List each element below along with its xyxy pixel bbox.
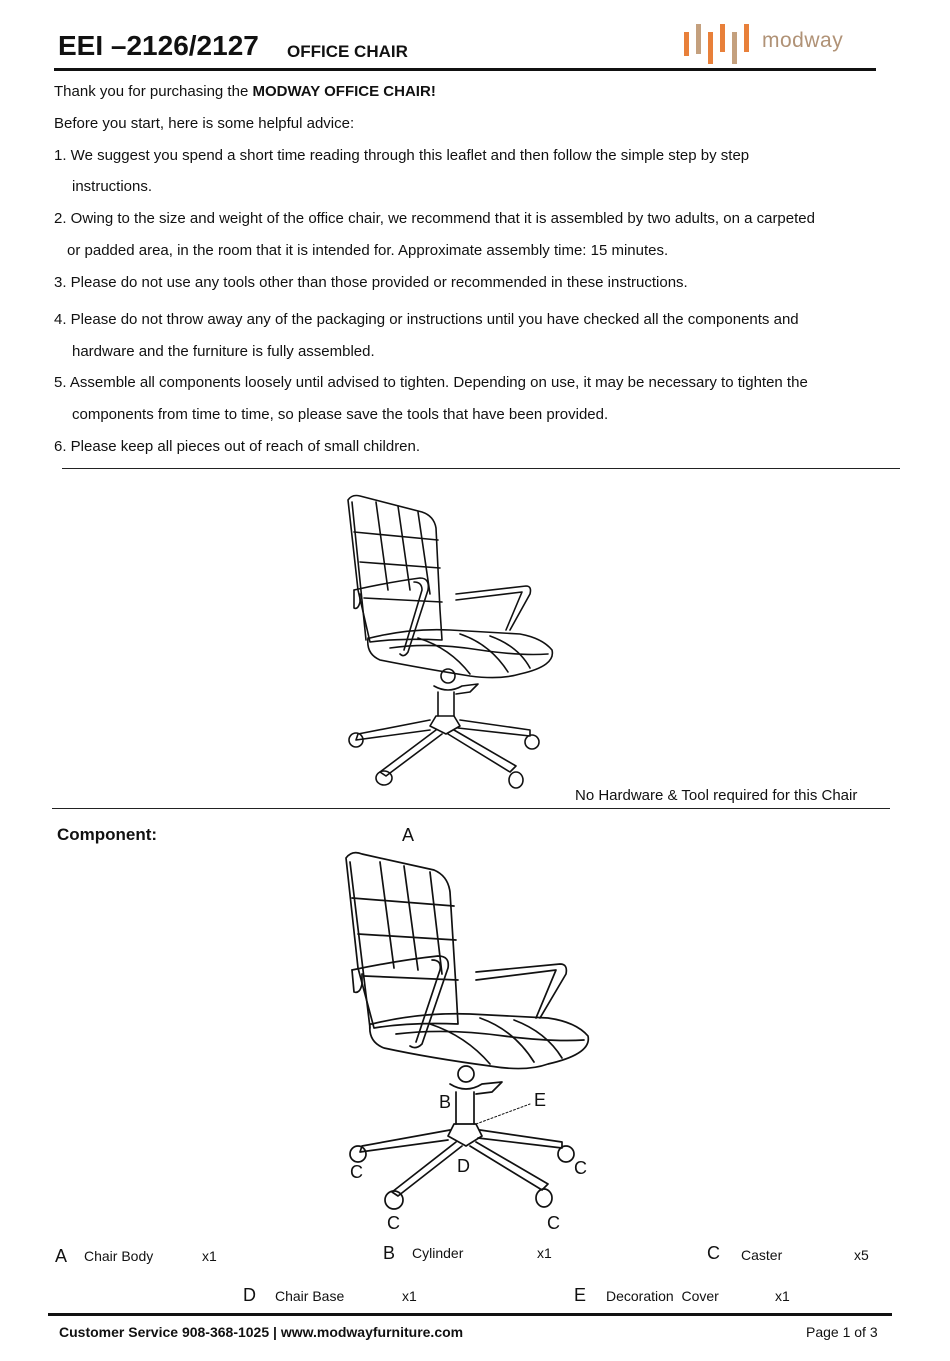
advice-item-4-line-2: hardware and the furniture is fully assembled. bbox=[72, 343, 375, 360]
part-name: Caster bbox=[741, 1247, 783, 1263]
part-qty: x5 bbox=[854, 1247, 869, 1263]
advice-item-1-line-2: instructions. bbox=[72, 178, 153, 195]
office-chair-illustration bbox=[330, 490, 570, 790]
callout-d: D bbox=[457, 1156, 470, 1176]
part-letter: C bbox=[707, 1243, 720, 1263]
thanks-prefix: Thank you for purchasing the bbox=[54, 83, 253, 100]
document-model-number: EEI –2126/2127 bbox=[58, 30, 259, 61]
part-qty: x1 bbox=[402, 1288, 417, 1304]
intro-divider bbox=[62, 468, 900, 469]
part-name: Cylinder bbox=[412, 1245, 464, 1261]
thanks-product-name: MODWAY OFFICE CHAIR bbox=[252, 83, 431, 100]
part-letter: E bbox=[574, 1285, 587, 1305]
callout-c-front-right: C bbox=[547, 1213, 560, 1233]
part-qty: x1 bbox=[537, 1245, 552, 1261]
part-name: Chair Base bbox=[275, 1288, 345, 1304]
no-tools-note: No Hardware & Tool required for this Chair bbox=[575, 787, 858, 804]
advice-item-5-line-1: 5. Assemble all components loosely until advised to tighten. Depending on use, it may be necessary to tighten the bbox=[54, 374, 808, 391]
callout-b: B bbox=[439, 1092, 452, 1112]
part-qty: x1 bbox=[775, 1288, 790, 1304]
callout-c-left: C bbox=[350, 1162, 363, 1182]
part-name: Decoration Cover bbox=[606, 1288, 719, 1304]
thanks-suffix: ! bbox=[430, 83, 436, 100]
logo-wordmark: modway bbox=[762, 29, 844, 52]
callout-a: A bbox=[402, 825, 415, 845]
advice-item-5-line-2: components from time to time, so please save the tools that have been provided. bbox=[72, 406, 609, 423]
thank-you-line bbox=[54, 82, 436, 102]
callout-e: E bbox=[534, 1090, 547, 1110]
advice-item-2-line-2: or padded area, in the room that it is intended for. Approximate assembly time: 15 minutes. bbox=[67, 242, 669, 259]
customer-service-contact: Customer Service 908-368-1025 | www.modwayfurniture.com bbox=[59, 1324, 464, 1340]
footer-divider bbox=[48, 1313, 892, 1316]
page-number: Page 1 of 3 bbox=[806, 1324, 878, 1340]
advice-item-1-line-1: 1. We suggest you spend a short time reading through this leaflet and then follow the simple step by step bbox=[54, 147, 750, 164]
header-divider bbox=[54, 68, 876, 71]
advice-item-6: 6. Please keep all pieces out of reach of small children. bbox=[54, 438, 421, 455]
part-letter: B bbox=[383, 1243, 396, 1263]
components-heading: Component: bbox=[57, 825, 158, 844]
advice-item-4-line-1: 4. Please do not throw away any of the packaging or instructions until you have checked all the components and bbox=[54, 311, 799, 328]
callout-c-front-left: C bbox=[387, 1213, 400, 1233]
hero-divider bbox=[52, 808, 890, 809]
part-letter: A bbox=[55, 1246, 68, 1266]
logo-bars-icon bbox=[682, 20, 752, 66]
part-qty: x1 bbox=[202, 1248, 217, 1264]
modway-logo bbox=[682, 20, 862, 66]
advice-item-3: 3. Please do not use any tools other than those provided or recommended in these instructions. bbox=[54, 274, 688, 291]
part-letter: D bbox=[243, 1285, 256, 1305]
part-name: Chair Body bbox=[84, 1248, 154, 1264]
advice-item-2-line-1: 2. Owing to the size and weight of the office chair, we recommend that it is assembled by two adults, on a carpeted bbox=[54, 210, 815, 227]
document-product-title: OFFICE CHAIR bbox=[287, 42, 408, 61]
advice-lead: Before you start, here is some helpful advice: bbox=[54, 115, 355, 132]
callout-c-right: C bbox=[574, 1158, 587, 1178]
